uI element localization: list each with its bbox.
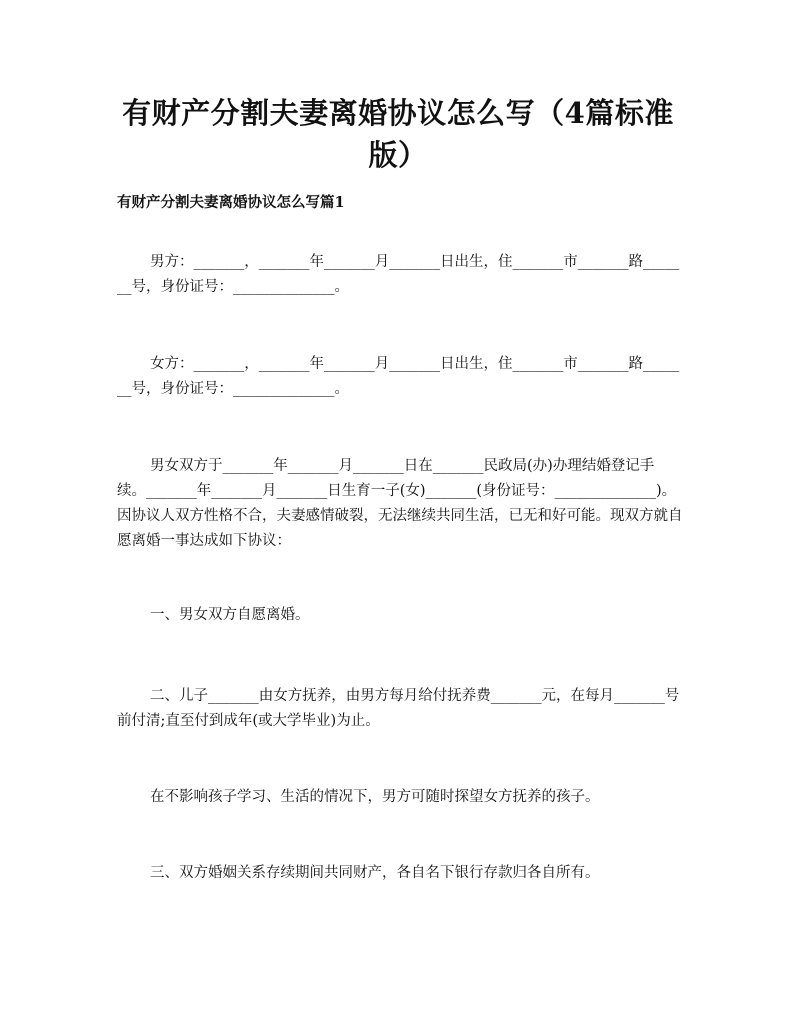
paragraph-male-party: 男方：_______，_______年_______月_______日出生，住_______市_______路_______号，身份证号：______________。 <box>117 254 680 295</box>
document-title: 有财产分割夫妻离婚协议怎么写（4篇标准版） <box>122 96 674 172</box>
section-heading: 有财产分割夫妻离婚协议怎么写篇1 <box>117 194 345 211</box>
paragraph-marriage-info: 男女双方于_______年_______月_______日在_______民政局(办)办理结婚登记手续。_______年_______月_______日生育一子(女)_______(身份证号：______________)。因协议人双方性格不合，夫妻感情破裂，无法继续共同生活，已无和好可能。现双方就自愿离婚一事达成如下协议： <box>117 458 683 549</box>
paragraph-clause-3: 三、双方婚姻关系存续期间共同财产，各自名下银行存款归各自所有。 <box>150 865 600 881</box>
paragraph-visitation: 在不影响孩子学习、生活的情况下，男方可随时探望女方抚养的孩子。 <box>150 789 600 805</box>
paragraph-clause-2: 二、儿子_______由女方抚养，由男方每月给付抚养费_______元，在每月_______号前付清;直至付到成年(或大学毕业)为止。 <box>117 688 680 729</box>
paragraph-clause-1: 一、男女双方自愿离婚。 <box>150 607 310 623</box>
paragraph-female-party: 女方：_______，_______年_______月_______日出生，住_______市_______路_______号，身份证号：______________。 <box>117 356 680 397</box>
